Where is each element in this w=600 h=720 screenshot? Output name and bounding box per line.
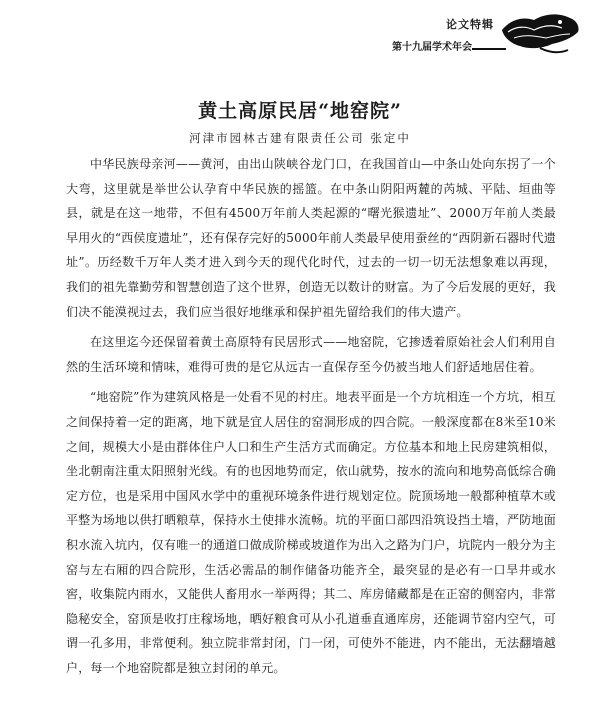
paragraph: 中华民族母亲河——黄河，由出山陕峡谷龙门口，在我国首山—中条山处向东拐了一个大弯，这里就是举世公认孕育中华民族的摇篮。在中条山阴阳两麓的芮城、平陆、垣曲等县，就是在这一地带，不但有4500万年前人类起源的“曙光猴遗址”、2000万年前人类最早用火的“西侯度遗址”，还有保存完好的5000年前人类最早使用蚕丝的“西阴新石器时代遗址”。历经数千万年人类才进入到今天的现代化时代，过去的一切一切无法想象难以再现，我们的祖先靠勤劳和智慧创造了这个世界，创造无以数计的财富。为了今后发展的更好，我们决不能漠视过去，我们应当很好地继承和保护祖先留给我们的伟大遗产。 [66,157,556,319]
article-title: 黄土高原民居“地窑院” [198,100,402,122]
paragraph: 在这里迄今还保留着黄土高原特有民居形式——地窑院，它掺透着原始社会人们利用自然的生活环境和情味，难得可贵的是它从远古一直保存至今仍被当地人们舒适地居住着。 [66,335,556,374]
conference-label: 第十九届学术年会 [392,42,472,53]
page-header [342,8,582,58]
article-author: 河津市园林古建有限责任公司 张定中 [189,131,411,145]
paragraph: “地窑院”作为建筑风格是一处看不见的村庄。地表平面是一个方坑相连一个方坑，相互之间保持着一定的距离，地下就是宜人居住的窑洞形成的四合院。一般深度都在8米至10米之间，规模大小是由群体住户人口和生产生活方式而确定。方位基本和地上民房建筑相似，坐北朝南注重太阳照射光线。有的也因地势而定，依山就势，按水的流向和地势高低综合确定方位，也是采用中国风水学中的重视环境条件进行规划定位。院顶场地一般都种植草木或平整为场地以供打晒粮草，保持水土使排水流畅。坑的平面口部四沿筑设挡土墙，严防地面积水流入坑内，仅有唯一的通道口做成阶梯或坡道作为出入之路为门户，坑院内一般分为主窑与左右厢的四合院形，生活必需品的制作储备功能齐全，最突显的是必有一口旱井或水窖，收集院内雨水，又能供人畜用水一举两得；其二、库房储藏都是在正窑的侧窑内，非常隐秘安全，窑顶是收打庄稼场地，晒好粮食可从小孔道垂直通库房，还能调节窑内空气，可谓一孔多用，非常便利。独立院非常封闭，门一闭，可使外不能进，内不能出，无法翻墙越户，每一个地窑院都是独立封闭的单元。 [66,390,556,675]
ink-mountain-emblem-icon [500,8,582,56]
article-body [66,152,556,686]
section-label: 论文特辑 [446,18,494,31]
